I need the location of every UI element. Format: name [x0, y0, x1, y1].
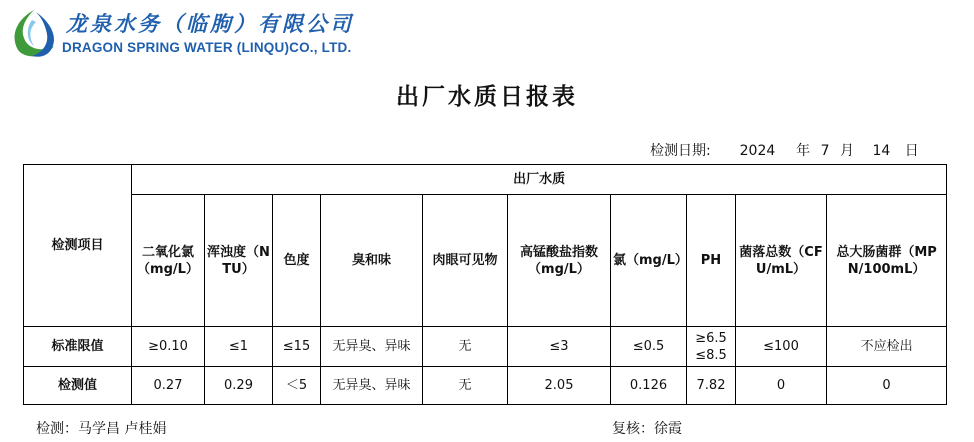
reviewer-signature — [612, 418, 682, 438]
table-cell: ≥0.10 — [132, 327, 205, 367]
table-cell: ≤1 — [205, 327, 273, 367]
inspector-names: 马学昌 卢桂娟 — [78, 421, 167, 437]
table-header-row-1 — [24, 165, 947, 195]
date-day-unit: 日 — [904, 143, 919, 159]
water-drop-logo-icon — [6, 6, 62, 58]
company-name-cn: 龙泉水务（临朐）有限公司 — [66, 11, 354, 36]
column-header: 氯（mg/L） — [611, 195, 687, 327]
column-header: 高锰酸盐指数（mg/L） — [508, 195, 611, 327]
table-header-row-2 — [24, 195, 947, 327]
table-cell: 无 — [423, 327, 508, 367]
date-day: 14 — [872, 143, 891, 159]
column-header: 臭和味 — [321, 195, 423, 327]
table-cell: 0.27 — [132, 367, 205, 405]
table-cell: 无异臭、异味 — [321, 327, 423, 367]
group-header-cell: 出厂水质 — [132, 165, 947, 195]
table-cell: ≥6.5 ≤8.5 — [687, 327, 736, 367]
table-cell: ≤100 — [736, 327, 827, 367]
table-row-standard-limit — [24, 327, 947, 367]
test-date — [650, 140, 919, 160]
reviewer-label: 复核： — [612, 421, 654, 437]
table-cell: 7.82 — [687, 367, 736, 405]
table-cell: 0.29 — [205, 367, 273, 405]
table-cell: ＜5 — [273, 367, 321, 405]
date-month: 7 — [820, 143, 830, 159]
inspector-signature — [36, 418, 166, 438]
date-year: 2024 — [739, 143, 776, 159]
table-cell: ≤3 — [508, 327, 611, 367]
date-year-unit: 年 — [796, 143, 811, 159]
inspector-label: 检测： — [36, 421, 78, 437]
column-header: 肉眼可见物 — [423, 195, 508, 327]
report-title: 出厂水质日报表 — [396, 83, 578, 110]
company-name-en: DRAGON SPRING WATER (LINQU)CO., LTD. — [62, 40, 352, 55]
column-header: PH — [687, 195, 736, 327]
table-cell: 0 — [736, 367, 827, 405]
row-label: 检测值 — [24, 367, 132, 405]
column-header: 菌落总数（CFU/mL） — [736, 195, 827, 327]
column-header: 二氧化氯（mg/L） — [132, 195, 205, 327]
date-month-unit: 月 — [840, 143, 854, 159]
column-header: 色度 — [273, 195, 321, 327]
company-logo — [6, 4, 406, 64]
row-label: 标准限值 — [24, 327, 132, 367]
column-header: 浑浊度（NTU） — [205, 195, 273, 327]
table-row-measured-value — [24, 367, 947, 405]
table-cell: 无 — [423, 367, 508, 405]
water-quality-table — [23, 164, 947, 405]
table-cell: ≤0.5 — [611, 327, 687, 367]
column-header: 总大肠菌群（MPN/100mL） — [827, 195, 947, 327]
row-header-cell: 检测项目 — [24, 165, 132, 327]
table-cell: 2.05 — [508, 367, 611, 405]
table-cell: 不应检出 — [827, 327, 947, 367]
table-cell: 0 — [827, 367, 947, 405]
table-cell: 0.126 — [611, 367, 687, 405]
date-label: 检测日期: — [650, 143, 711, 159]
table-cell: ≤15 — [273, 327, 321, 367]
table-cell: 无异臭、异味 — [321, 367, 423, 405]
reviewer-name: 徐霞 — [654, 421, 682, 437]
